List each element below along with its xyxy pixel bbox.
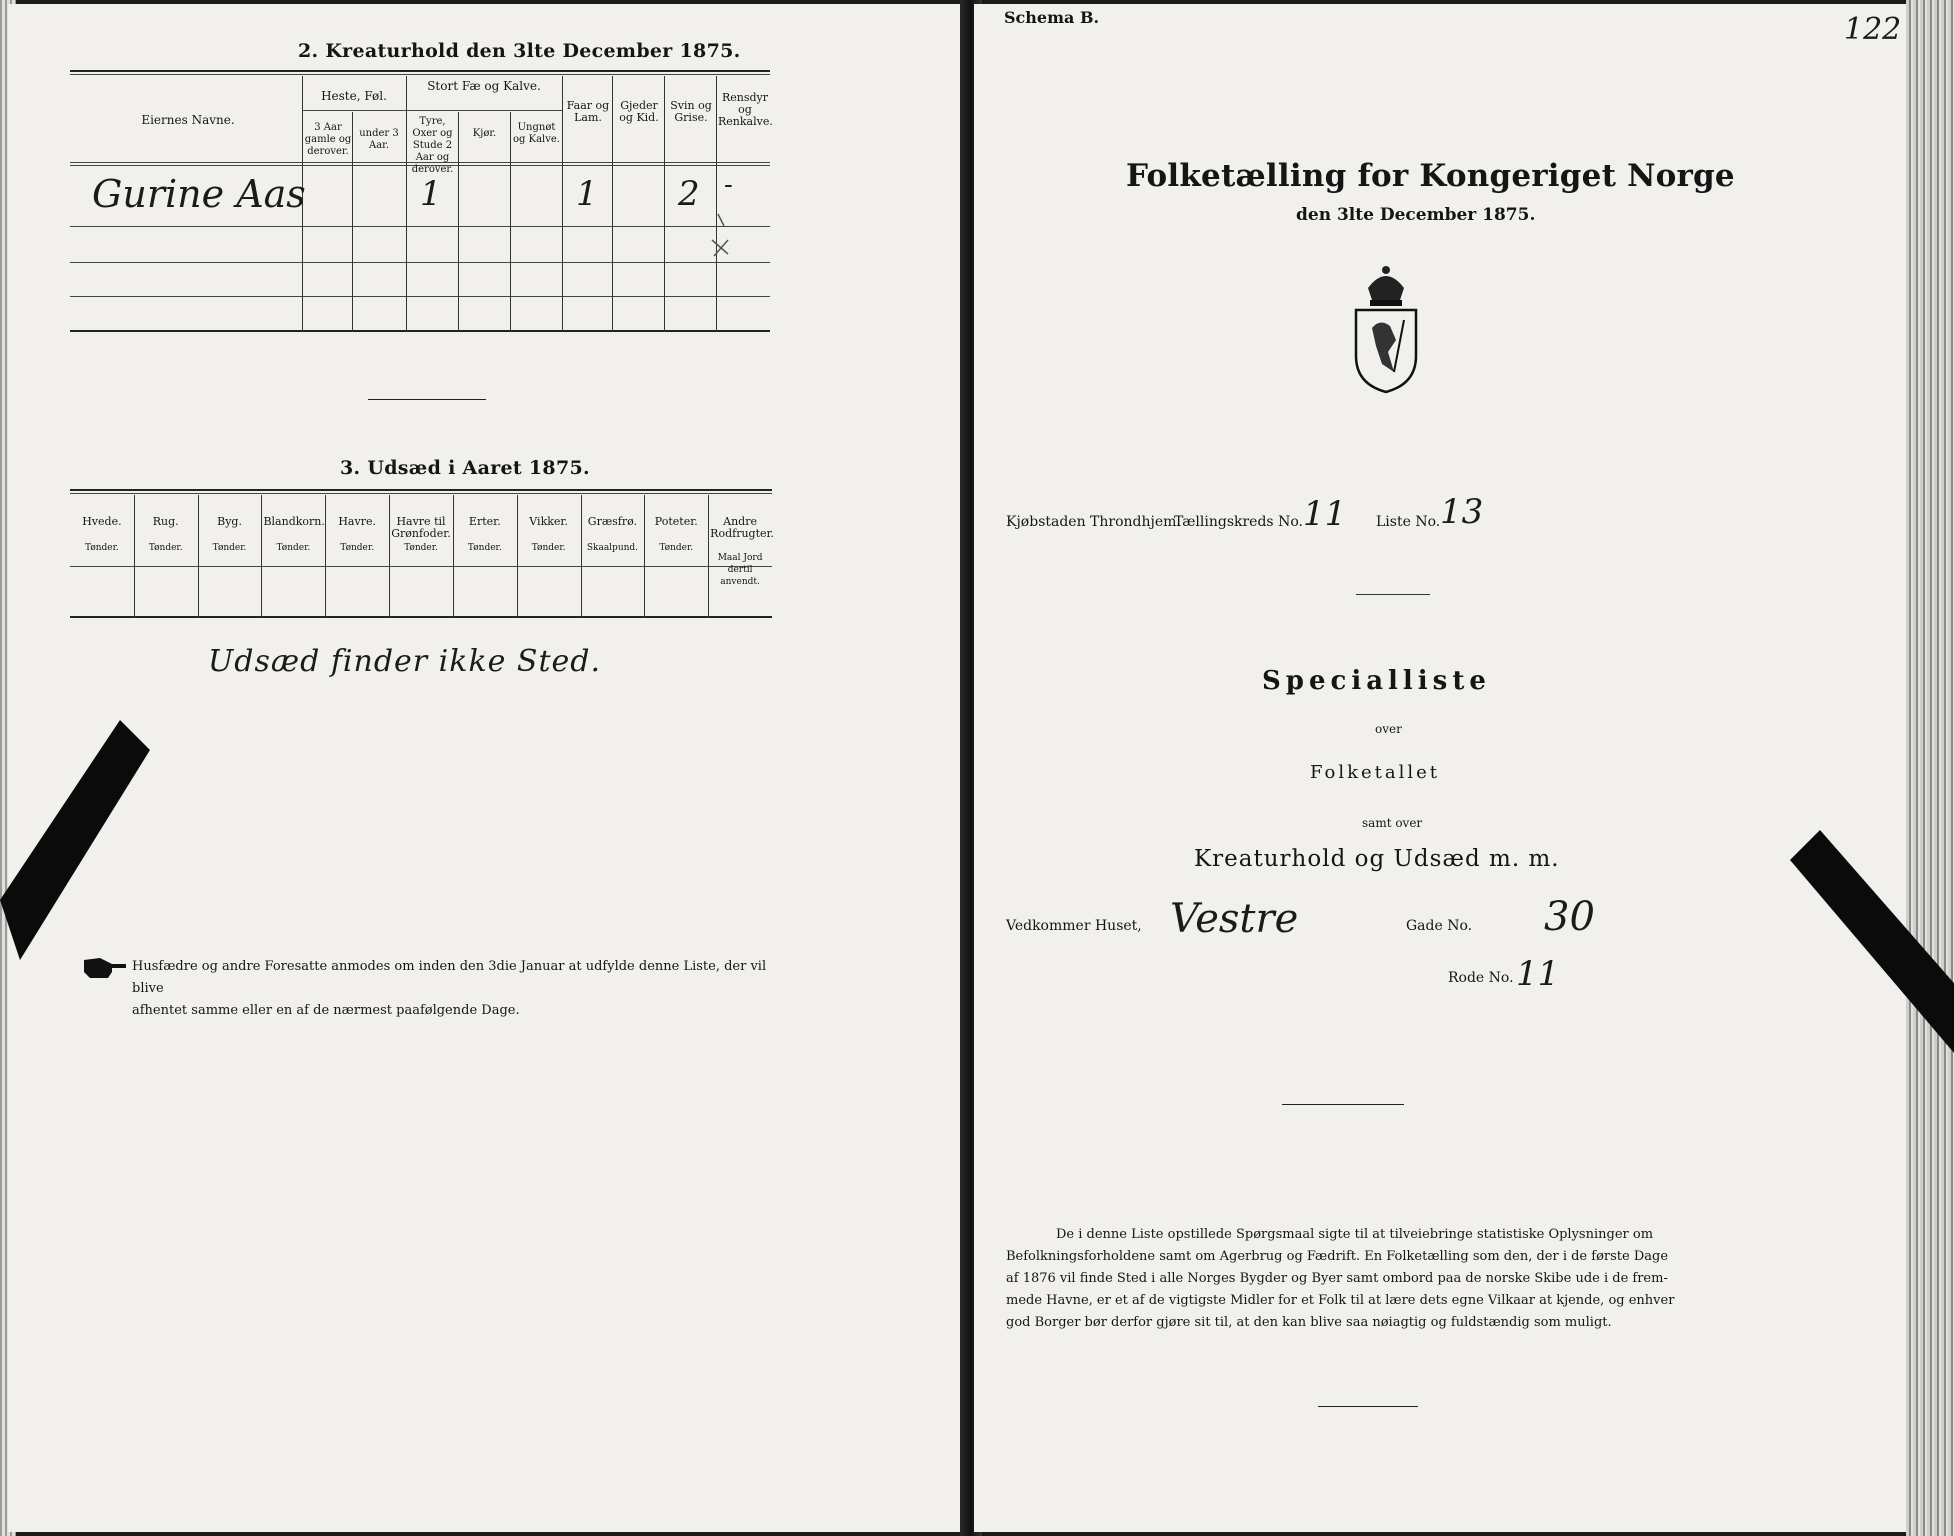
table3-header-name: Andre Rodfrugter. bbox=[710, 515, 775, 540]
header-pigs: Svin og Grise. bbox=[670, 99, 712, 124]
table3-col-line bbox=[134, 495, 135, 618]
table3-header-unit: Tønder. bbox=[212, 543, 247, 553]
footnote-text bbox=[132, 956, 772, 1022]
census-date: den 3lte December 1875. bbox=[1296, 205, 1536, 225]
table2-col-line bbox=[612, 76, 613, 332]
book-edge-right bbox=[1906, 0, 1954, 1536]
table3-header-unit: Tønder. bbox=[404, 543, 438, 553]
table3-bottom-rule bbox=[70, 616, 772, 618]
table3-header-name: Vikker. bbox=[529, 515, 568, 528]
udsaed-handwritten-note: Udsæd finder ikke Sted. bbox=[208, 644, 602, 679]
census-title: Folketælling for Kongeriget Norge bbox=[1126, 158, 1735, 194]
specialliste-title: Specialliste bbox=[1262, 666, 1491, 696]
table2-row-rule bbox=[70, 226, 770, 227]
paragraph-line: De i denne Liste opstillede Spørgsmaal sigte til at tilveiebringe statistiske Oplysninger om bbox=[1056, 1227, 1654, 1242]
table3-header-name: Poteter. bbox=[654, 515, 698, 528]
rode-label: Rode No. bbox=[1448, 970, 1514, 986]
table3-col-line bbox=[517, 495, 518, 618]
table3-col-line bbox=[325, 495, 326, 618]
header-horses-3aar: 3 Aar gamle og derover. bbox=[304, 122, 352, 157]
kreds-label: Tællingskreds No. bbox=[1174, 514, 1303, 530]
paragraph-line: af 1876 vil finde Sted i alle Norges Bygder og Byer samt ombord paa de norske Skibe ude i de frem- bbox=[1006, 1271, 1668, 1286]
table3-header-name: Hvede. bbox=[82, 515, 122, 528]
table3-header-name: Blandkorn. bbox=[263, 515, 325, 528]
table2-row-rule bbox=[70, 296, 770, 297]
cattle-sub-rule bbox=[406, 110, 562, 111]
table3-col-line bbox=[389, 495, 390, 618]
table2-top-rule-thin bbox=[70, 74, 770, 75]
footnote-line1: Husfædre og andre Foresatte anmodes om inden den 3die Januar at udfylde denne Liste, der vil blive bbox=[132, 959, 767, 996]
page-holder-bar-right bbox=[1780, 830, 1954, 1130]
table3-header-unit: Tønder. bbox=[467, 543, 502, 553]
header-owner: Eiernes Navne. bbox=[141, 113, 235, 127]
liste-number: 13 bbox=[1440, 492, 1484, 532]
rode-number: 11 bbox=[1516, 954, 1560, 994]
table3-header-rule bbox=[70, 566, 772, 567]
header-goats: Gjeder og Kid. bbox=[619, 99, 659, 124]
section3-title: 3. Udsæd i Aaret 1875. bbox=[340, 457, 590, 479]
table3-top-rule-thin bbox=[70, 493, 772, 494]
table2-col-line bbox=[664, 76, 665, 332]
over-text: over bbox=[1375, 722, 1402, 736]
table3-header-unit: Tønder. bbox=[85, 543, 119, 553]
pencil-tick-marks bbox=[698, 204, 738, 264]
schema-label: Schema B. bbox=[1004, 8, 1100, 27]
table3-col-line bbox=[581, 495, 582, 618]
header-cattle-oxen: Tyre, Oxer og Stude 2 Aar og derover. bbox=[411, 116, 454, 175]
section2-title: 2. Kreaturhold den 3lte December 1875. bbox=[298, 40, 741, 62]
paragraph-line: god Borger bør derfor gjøre sit til, at den kan blive saa nøiagtig og fuldstændig som muligt. bbox=[1006, 1315, 1612, 1330]
folketallet-text: Folketallet bbox=[1310, 762, 1441, 783]
table2-bottom-rule bbox=[70, 330, 770, 332]
table3-header-name: Erter. bbox=[468, 515, 501, 528]
table3-header-name: Byg. bbox=[217, 515, 242, 528]
table3-header-unit: Skaalpund. bbox=[586, 543, 639, 553]
header-cattle-young: Ungnøt og Kalve. bbox=[513, 122, 560, 145]
table3-col-line bbox=[261, 495, 262, 618]
table3-header-unit: Tønder. bbox=[659, 543, 694, 553]
section-separator bbox=[368, 399, 486, 400]
gade-number: 30 bbox=[1544, 894, 1595, 940]
table2-row-rule bbox=[70, 262, 770, 263]
page-holder-bar-left bbox=[0, 700, 160, 1000]
gade-label: Gade No. bbox=[1406, 918, 1473, 934]
table3-header-name: Havre til Grønfoder. bbox=[391, 515, 451, 540]
table3-col-line bbox=[453, 495, 454, 618]
divider bbox=[1282, 1104, 1404, 1105]
table3-top-rule bbox=[70, 489, 772, 491]
header-horses-under3: under 3 Aar. bbox=[359, 128, 399, 151]
liste-label: Liste No. bbox=[1376, 514, 1441, 530]
table3-col-line bbox=[198, 495, 199, 618]
pigs-count: 2 bbox=[678, 174, 700, 214]
divider bbox=[1356, 594, 1430, 595]
table3-header-name: Rug. bbox=[152, 515, 179, 528]
street-name: Vestre bbox=[1170, 896, 1299, 942]
norway-coat-of-arms-icon bbox=[1350, 260, 1422, 396]
horses-sub-rule bbox=[302, 110, 406, 111]
page-number: 122 bbox=[1844, 12, 1902, 47]
table2-col-line bbox=[406, 76, 407, 332]
paragraph-line: mede Havne, er et af de vigtigste Midler for et Folk til at lære dets egne Vilkaar at kjende, og enhver bbox=[1006, 1293, 1675, 1308]
kreaturhold-text: Kreaturhold og Udsæd m. m. bbox=[1194, 846, 1560, 872]
table3-col-line bbox=[644, 495, 645, 618]
vedkommer-label: Vedkommer Huset, bbox=[1006, 918, 1142, 934]
table3-col-line bbox=[708, 495, 709, 618]
table3-header-unit: Maal Jord dertil anvendt. bbox=[717, 553, 763, 587]
reindeer-count: - bbox=[724, 170, 733, 200]
samt-over-text: samt over bbox=[1362, 816, 1423, 830]
kjobstad-label: Kjøbstaden Throndhjem. bbox=[1006, 514, 1181, 530]
table3-header-name: Græsfrø. bbox=[587, 515, 638, 528]
header-sheep: Faar og Lam. bbox=[566, 99, 610, 124]
table2-top-rule bbox=[70, 70, 770, 72]
header-horses: Heste, Føl. bbox=[321, 89, 387, 103]
table2-col-line bbox=[458, 112, 459, 332]
table3-header-unit: Tønder. bbox=[531, 543, 566, 553]
header-cattle: Stort Fæ og Kalve. bbox=[427, 79, 541, 93]
cattle-oxen-count: 1 bbox=[420, 174, 442, 214]
instruction-paragraph bbox=[1006, 1224, 1696, 1334]
table3-header-unit: Tønder. bbox=[340, 543, 375, 553]
table3-header-unit: Tønder. bbox=[148, 543, 183, 553]
sheep-count: 1 bbox=[576, 174, 598, 214]
header-reindeer: Rensdyr og Renkalve. bbox=[718, 91, 773, 128]
header-cattle-cows: Kjør. bbox=[472, 128, 497, 139]
table3-header-unit: Tønder. bbox=[276, 543, 311, 553]
kreds-number: 11 bbox=[1303, 494, 1347, 534]
table2-col-line bbox=[562, 76, 563, 332]
owner-name: Gurine Aas bbox=[92, 172, 306, 216]
divider bbox=[1318, 1406, 1418, 1407]
paragraph-line: Befolkningsforholdene samt om Agerbrug og Fædrift. En Folketælling som den, der i de første Dage bbox=[1006, 1249, 1669, 1264]
table3-header-name: Havre. bbox=[338, 515, 376, 528]
footnote-line2: afhentet samme eller en af de nærmest paafølgende Dage. bbox=[132, 1003, 520, 1018]
